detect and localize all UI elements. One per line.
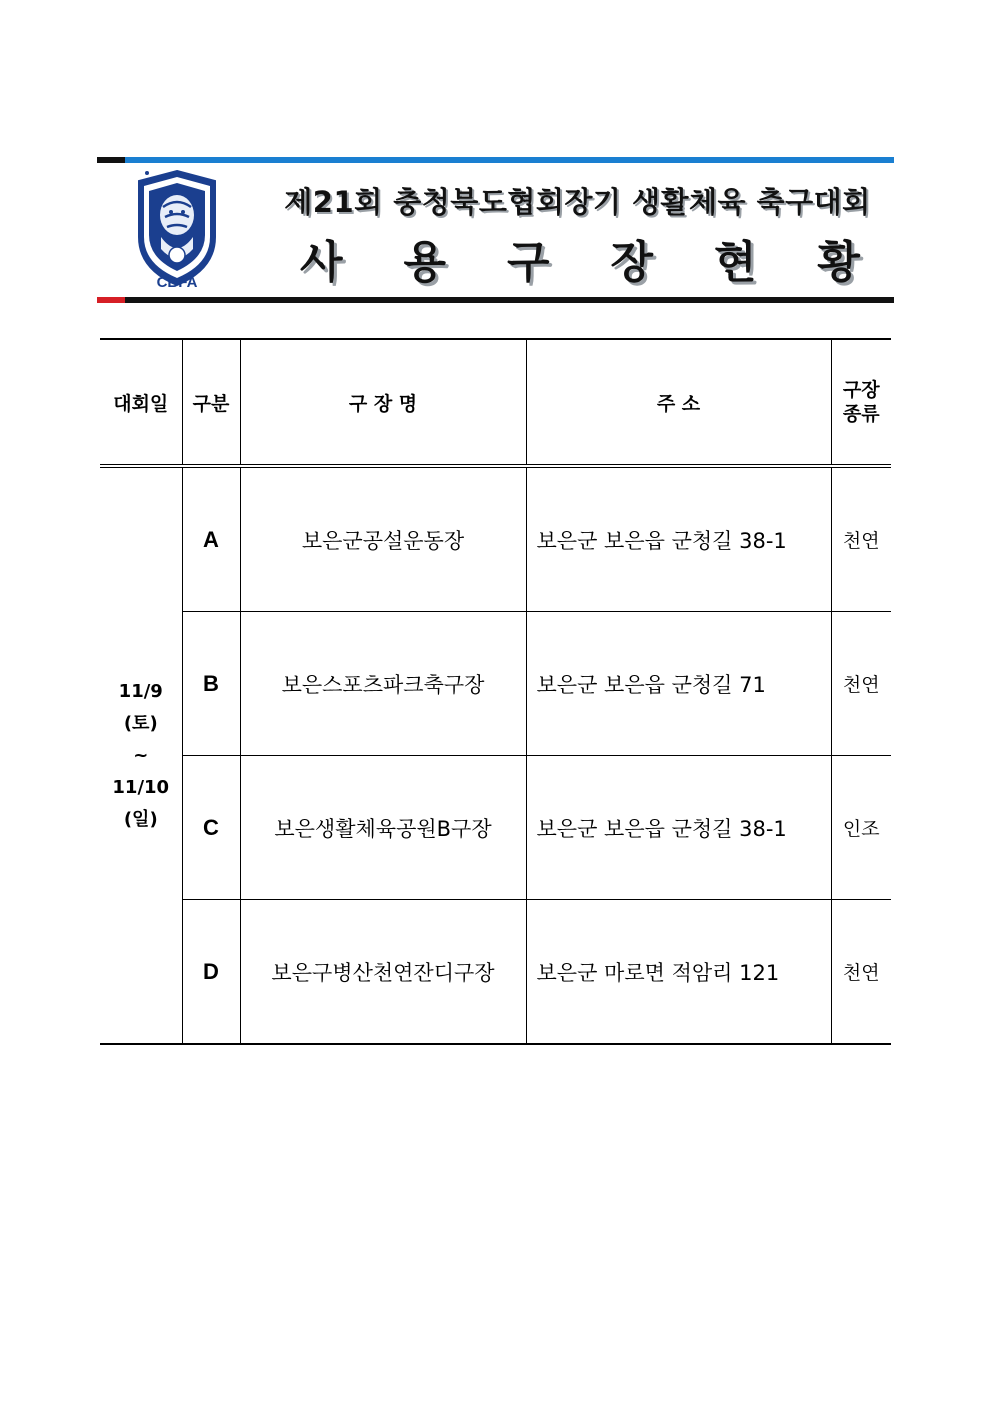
division-cell: B: [182, 612, 240, 756]
logo-text: CBFA: [156, 274, 198, 291]
date-line: 11/9: [118, 680, 163, 702]
venue-table: [100, 338, 891, 1045]
division-cell: C: [182, 756, 240, 900]
address-cell: 보은군 마로면 적암리 121: [526, 900, 831, 1045]
address-cell: 보은군 보은읍 군청길 71: [526, 612, 831, 756]
date-line: (토): [123, 712, 158, 734]
venue-type-cell: 천연: [831, 612, 891, 756]
header-address: 주 소: [526, 339, 831, 466]
header-division: 구분: [182, 339, 240, 466]
header-venue-type: [831, 339, 891, 466]
header-bottom-bar: [97, 297, 894, 303]
date-line: 11/10: [112, 776, 170, 798]
venue-name-cell: 보은생활체육공원B구장: [240, 756, 526, 900]
venue-type-cell: 인조: [831, 756, 891, 900]
address-cell: 보은군 보은읍 군청길 38-1: [526, 466, 831, 612]
table-row: [100, 612, 891, 756]
venue-type-cell: 천연: [831, 466, 891, 612]
table-row: [100, 756, 891, 900]
subtitle-char: 사: [300, 237, 343, 288]
page-title: 제21회 충청북도협회장기 생활체육 축구대회: [284, 185, 871, 219]
subtitle-char: 용: [403, 237, 446, 288]
bottom-bar-accent: [97, 297, 125, 303]
tournament-dates: [100, 466, 182, 1044]
division-cell: A: [182, 466, 240, 612]
venue-name-cell: 보은구병산천연잔디구장: [240, 900, 526, 1045]
header-top-bar: [97, 157, 894, 163]
table-row: [100, 900, 891, 1045]
subtitle-char: 현: [713, 237, 757, 288]
subtitle-char: 황: [817, 237, 860, 288]
page-subtitle: [300, 226, 860, 288]
date-line: ~: [133, 744, 149, 766]
table-header-row: [100, 339, 891, 466]
address-cell: 보은군 보은읍 군청길 38-1: [526, 756, 831, 900]
venue-type-cell: 천연: [831, 900, 891, 1045]
subtitle-char: 장: [610, 237, 653, 288]
table-row: [100, 466, 891, 612]
header-venue-name: 구 장 명: [240, 339, 526, 466]
subtitle-char: 구: [506, 237, 550, 288]
top-bar-accent: [97, 157, 125, 163]
header-venue-type-line1: 구장: [842, 379, 880, 401]
venue-name-cell: 보은군공설운동장: [240, 466, 526, 612]
division-cell: D: [182, 900, 240, 1045]
header-venue-type-line2: 종류: [842, 403, 880, 425]
venue-name-cell: 보은스포츠파크축구장: [240, 612, 526, 756]
header-date: 대회일: [100, 339, 182, 466]
date-line: (일): [123, 808, 158, 830]
